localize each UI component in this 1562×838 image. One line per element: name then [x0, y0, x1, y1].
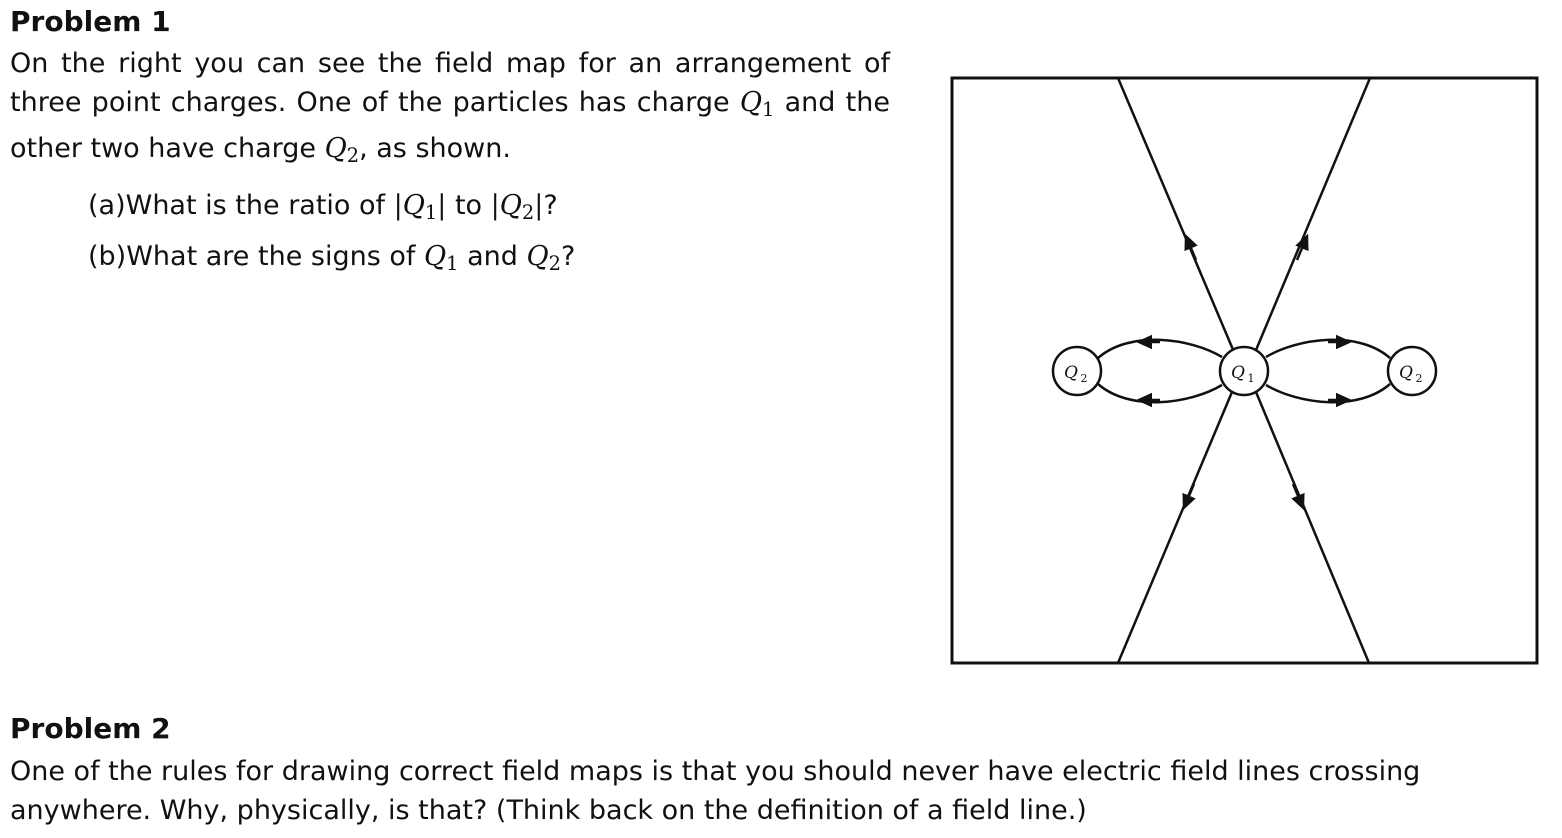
- charge-q2-left-label: Q: [1064, 363, 1078, 383]
- problem-1-text-start: On the right you can see the field map for an arrangement of three point charges. One of the particles has charge: [10, 48, 890, 118]
- problem-1-part-a: (a)What is the ratio of $|Q_1|$ to $|Q_2|$?: [88, 190, 558, 224]
- charge-q2-right-label: Q: [1399, 363, 1413, 383]
- field-map-figure: [950, 76, 1540, 666]
- problem-2-title: Problem 2: [10, 712, 171, 745]
- charge-q2-left: [1053, 347, 1101, 395]
- part-b-label: (b): [88, 241, 127, 272]
- q2-symbol: $Q_2$: [324, 132, 360, 167]
- problem-1-text-end: , as shown.: [359, 132, 511, 164]
- problem-1-part-b: (b)What are the signs of $Q_1$ and $Q_2$?: [88, 241, 576, 275]
- charge-q2-left-subscript: 2: [1080, 372, 1088, 385]
- charge-q1-label: Q: [1231, 363, 1245, 383]
- charge-q2-right: [1388, 347, 1436, 395]
- part-a-label: (a): [88, 190, 126, 221]
- problem-1-text-mid: and the other two have charge: [10, 87, 890, 164]
- problem-1-title: Problem 1: [10, 5, 171, 38]
- charge-q2-right-subscript: 2: [1415, 372, 1423, 385]
- problem-1-description: [10, 44, 890, 175]
- problem-2-description: One of the rules for drawing correct field maps is that you should never have electric field lines crossing anywhere. Why, physically, is that? (Think back on the definition of a field line.): [10, 756, 1421, 826]
- charge-q1-center: [1220, 347, 1268, 395]
- charge-q1-subscript: 1: [1247, 372, 1255, 385]
- q1-symbol: $Q_1$: [739, 87, 775, 121]
